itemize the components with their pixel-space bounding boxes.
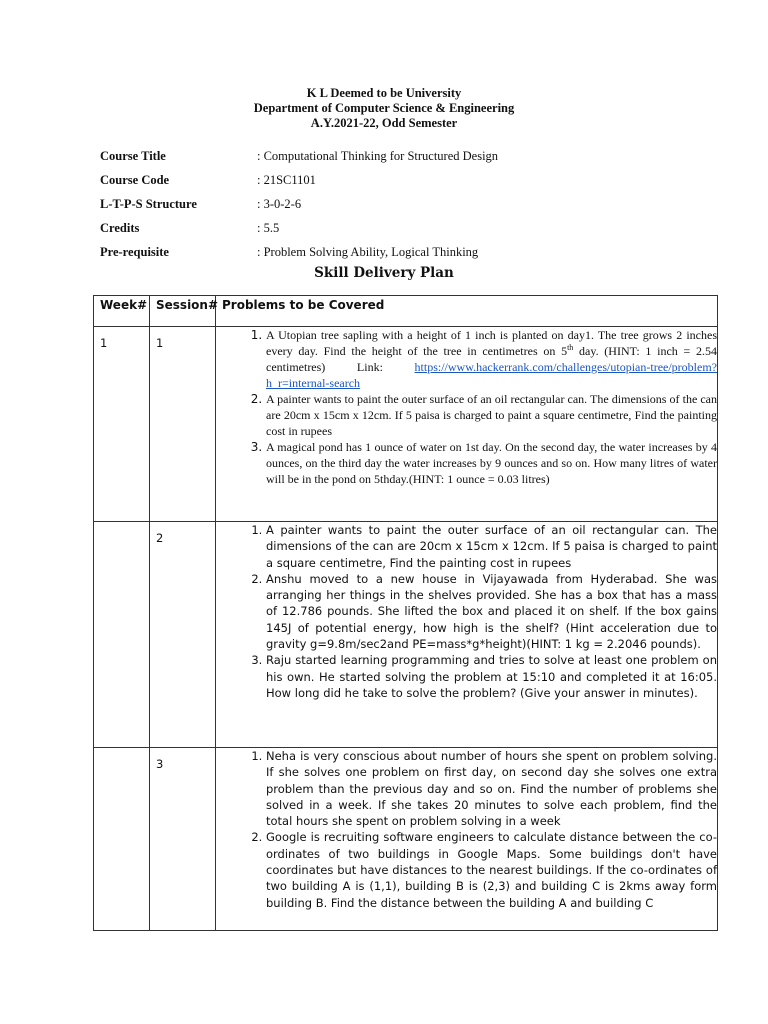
table-row — [94, 327, 718, 522]
course-title-row — [100, 149, 720, 173]
ltps-structure-value: : 3-0-2-6 — [257, 197, 302, 211]
week-cell — [94, 522, 150, 748]
problem-item: 2. Anshu moved to a new house in Vijayawada from Hyderabad. She was arranging her things in the shelves provided. She has a box that has a mass of 12.786 pounds. She lifted the box and placed it on shelf. If the box gains 145J of potential energy, how high is the shelf? (Hint acceleration due to gravity g=9.8m/sec2and PE=mass*g*height)(HINT: 1 kg = 2.2046 pounds). — [266, 571, 717, 652]
course-code-value: : 21SC1101 — [257, 173, 316, 187]
problem-item — [266, 327, 717, 391]
problem-item: 2. A painter wants to paint the outer surface of an oil rectangular can. The dimensions of the can are 20cm x 15cm x 12cm. If 5 paisa is charged to paint a square centimetre, Find the painting cost in rupees — [266, 391, 717, 439]
problem-item: 1. Neha is very conscious about number of hours she spent on problem solving. If she solves one problem on first day, on second day she solves one extra problem than the previous day and so on. Find the number of problems she solved in a week. If she takes 20 minutes to solve each problem, find the total hours she spent on problem solving in a week — [266, 748, 717, 829]
course-details — [100, 149, 720, 269]
problems-cell — [216, 522, 718, 748]
table-row — [94, 522, 718, 748]
problem-item: 2. Google is recruiting software engineers to calculate distance between the co-ordinates of two buildings in Google Maps. Some buildings don't have coordinates but have distances to the nearest buildings. If the co-ordinates of two building A is (1,1), building B is (2,3) and building C is 2kms away form building B. Find the distance between the building A and building C — [266, 829, 717, 910]
prerequisite-label: Pre-requisite — [100, 245, 169, 259]
department-name: Department of Computer Science & Engineering — [253, 101, 515, 115]
table-row — [94, 748, 718, 931]
problem-text: A Utopian tree sapling with a height of 1 inch is planted on day1. The tree grows 2 inches every day. Find the height of the tree in centimetres on 5 — [266, 328, 717, 358]
problem-text: day. (HINT: 1 inch = 2.54 centimetres) Link: — [266, 344, 718, 374]
hackerrank-link[interactable]: https://www.hackerrank.com/challenges/utopian-tree/problem?h_r=internal-search — [266, 360, 717, 390]
ltps-structure-row — [100, 197, 720, 221]
superscript: th — [567, 343, 574, 352]
ltps-structure-label: L-T-P-S Structure — [100, 197, 197, 211]
credits-label: Credits — [100, 221, 140, 235]
course-title-value: : Computational Thinking for Structured Design — [257, 149, 499, 163]
plan-title: Skill Delivery Plan — [314, 265, 454, 281]
problem-item: 3. A magical pond has 1 ounce of water on 1st day. On the second day, the water increases by 4 ounces, on the third day the water increases by 9 ounces and so on. How many litres of water will be in the pond on 5thday.(HINT: 1 ounce = 0.03 litres) — [266, 439, 717, 487]
session-cell: 1 — [150, 327, 216, 522]
session-cell: 2 — [150, 522, 216, 748]
session-cell: 3 — [150, 748, 216, 931]
problems-cell — [216, 327, 718, 522]
document-header — [0, 86, 768, 131]
prerequisite-value: : Problem Solving Ability, Logical Thinking — [257, 245, 479, 259]
week-column-header: Week# — [94, 296, 150, 327]
skill-delivery-table — [93, 295, 718, 931]
credits-row — [100, 221, 720, 245]
course-code-row — [100, 173, 720, 197]
academic-year: A.Y.2021-22, Odd Semester — [310, 116, 458, 130]
problems-cell — [216, 748, 718, 931]
course-code-label: Course Code — [100, 173, 170, 187]
problems-column-header: Problems to be Covered — [216, 296, 718, 327]
table-header-row — [94, 296, 718, 327]
session-column-header: Session# — [150, 296, 216, 327]
week-cell — [94, 748, 150, 931]
problem-item: 3. Raju started learning programming and tries to solve at least one problem on his own. He started solving the problem at 15:10 and completed it at 16:05. How long did he take to solve the problem? (Give your answer in minutes). — [266, 652, 717, 701]
problem-item: 1. A painter wants to paint the outer surface of an oil rectangular can. The dimensions of the can are 20cm x 15cm x 12cm. If 5 paisa is charged to paint a square centimetre, Find the painting cost in rupees — [266, 522, 717, 571]
course-title-label: Course Title — [100, 149, 166, 163]
credits-value: : 5.5 — [257, 221, 280, 235]
week-cell: 1 — [94, 327, 150, 522]
university-name: K L Deemed to be University — [306, 86, 462, 100]
